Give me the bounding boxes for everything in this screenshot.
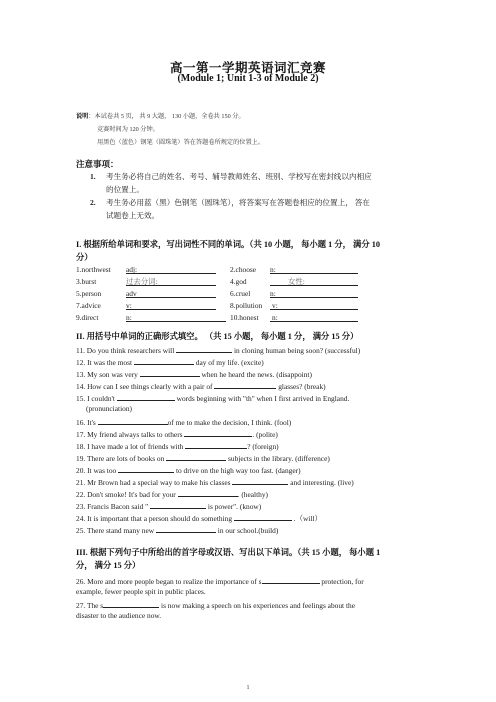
page-subtitle: (Module 1; Unit 1-3 of Module 2) — [177, 73, 319, 84]
page-number: 1 — [246, 685, 250, 691]
answer-blank[interactable] — [126, 300, 216, 310]
question-item: 21. Mr Brown had a special way to make his classes and interesting. (live) — [76, 475, 426, 489]
question-item: 20. It was too to drive on the high way too fast. (danger) — [76, 463, 426, 477]
question-item-continued: example, fewer people spit in public places. — [76, 587, 206, 596]
question-item: 13. My son was very when he heard the news. (disappoint) — [76, 367, 426, 381]
question-item: 25. There stand many new in our school.(build) — [76, 523, 426, 537]
answer-blank[interactable] — [176, 343, 232, 353]
question-item: 22. Don't smoke! It's bad for your . (healthy) — [76, 487, 426, 501]
answer-blank[interactable] — [184, 427, 252, 437]
question-item: 14. How can I see things clearly with a pair of glasses? (break) — [76, 379, 426, 393]
section-2-heading: II. 用括号中单词的正确形式填空。 （共 15 小题， 每小题 1 分， 满分 15 分） — [76, 332, 359, 341]
answer-blank[interactable] — [262, 574, 320, 584]
intro-label: 说明 — [76, 113, 89, 120]
answer-blank[interactable] — [270, 312, 358, 322]
answer-blank[interactable] — [166, 451, 226, 461]
answer-blank[interactable] — [234, 511, 292, 521]
page-title: 高一第一学期英语词汇竞赛 — [169, 61, 326, 75]
answer-blank[interactable] — [118, 463, 174, 473]
answer-blank[interactable] — [140, 367, 200, 377]
question-item: 15. I couldn't words beginning with "th" when I first arrived in England. — [76, 391, 426, 405]
answer-blank[interactable] — [232, 475, 288, 485]
answer-blank[interactable] — [156, 523, 216, 533]
question-item: 19. There are lots of books on subjects in the library. (difference) — [76, 451, 426, 465]
question-item-continued: disaster to the audience now. — [76, 611, 162, 620]
answer-blank[interactable] — [214, 379, 276, 389]
question-item: 11. Do you think researchers will in cloning human being soon? (successful) — [76, 343, 426, 357]
intro-line-1: 说明：本试卷共 5 页， 共 9 大题， 130 小题，全卷共 150 分。 — [76, 113, 245, 120]
answer-blank[interactable] — [150, 499, 206, 509]
section-1-heading: I. 根据所给单词和要求，写出词性不同的单词。（共 10 小题， 每小题 1 分， 满分 10 分） — [76, 240, 380, 262]
question-item: 23. Francis Bacon said " is power". (know) — [76, 499, 426, 513]
answer-blank[interactable] — [185, 439, 247, 449]
intro-line-2: 竞赛时间为 120 分钟。 — [97, 126, 159, 133]
answer-blank[interactable] — [270, 300, 358, 310]
answer-blank[interactable] — [270, 288, 358, 298]
question-item: 27. The s is now making a speech on his experiences and feelings about the — [76, 598, 426, 612]
answer-blank[interactable] — [134, 355, 194, 365]
answer-blank[interactable] — [98, 415, 168, 425]
answer-blank[interactable] — [270, 276, 358, 286]
answer-blank[interactable] — [126, 288, 216, 298]
question-item: 24. It is important that a person should do something .（will） — [76, 511, 426, 525]
answer-blank[interactable] — [126, 264, 216, 274]
question-item: 16. It's of me to make the decision, I think. (fool) — [76, 415, 426, 429]
question-item: 12. It was the most day of my life. (excite) — [76, 355, 426, 369]
intro-line-3: 用黑色（蓝色）钢笔（圆珠笔）答在答题卷所规定的位置上。 — [97, 139, 265, 146]
answer-blank[interactable] — [178, 487, 238, 497]
question-item-continued: (pronunciation) — [86, 404, 132, 413]
notice-heading: 注意事项： — [76, 159, 119, 169]
answer-blank[interactable] — [126, 276, 216, 286]
notice-item: 2. 考生务必用蓝（黑）色钢笔（圆珠笔），将答案写在答题卷相应的位置上， 答在 试题卷上无效。 — [90, 198, 370, 220]
answer-blank[interactable] — [117, 391, 175, 401]
question-item: 17. My friend always talks to others . (polite) — [76, 427, 426, 441]
answer-blank[interactable] — [126, 312, 226, 322]
question-item: 18. I have made a lot of friends with ? (foreign) — [76, 439, 426, 453]
exam-page: 高一第一学期英语词汇竞赛 (Module 1; Unit 1-3 of Module 2) 说明：本试卷共 5 页， 共 9 大题， 130 小题，全卷共 150 分。 竞赛时间为 120 分钟。 用黑色（蓝色）钢笔（圆珠笔）答在答题卷所规定的位置上。 注意事项： 1. 考生务必将自己的姓名、考号、辅导教师姓名、班别、学校写在密封线以内相应 的位置上。 2. 考生务必用蓝（黑）色钢笔（圆珠笔），将答案写在答题卷相应的位置上， 答在 试题卷上无效。 I. 根据所给单词和要求，写出词性不同的单词。（共 10 小题， 每小题 1 分， 满分 10 分） 1.northwest adj: 2.choose n: 3.burst 过去分词: 4.god 女性: 5.person adv 6.cruel n: 7.advice v: 8.pollution v: 9.direct n: 10.honest n: II. 用括号中单词的正确形式填空。 （共 15 小题， 每小题 1 分， 满分 15 分） 11. Do you think researchers will in cloning human being soon? (successful) 12. It was the most day of my life. (excite) 13. My son was very when he heard the news. (disappoint) 14. How can I see things clearly with a pair of glasses? (break) 15. I couldn't words beginning with "th" when I first arrived in England. (pronunciation) 16. It's of me to make the decision, I think. (fool) 17. My friend always talks to others . (polite) 18. I have made a lot of friends with ? (foreign) 19. There are lots of books on subjects in the library. (difference) 20. It was too to drive on the high way too fast. (danger) 21. Mr Brown had a special way to make his classes and interesting. (live) 22. Don't smoke! It's bad for your . (healthy) 23. Francis Bacon said " is power". (know) 24. It is important that a person should do something .（will） 25. There stand many new in our school.(build) III. 根据下列句子中所给出的首字母或汉语、写出以下单词。（共 15 小题， 每小题 1 分， 满分 15 分） 26. More and more people began to realize the importance of s protection, for example, fewer people spit in public places. 27. The s is now making a speech on his experiences and feelings about the disaster to the audience now. 1 — [0, 0, 496, 702]
question-item: 26. More and more people began to realize the importance of s protection, for — [76, 574, 426, 588]
section-3-heading: III. 根据下列句子中所给出的首字母或汉语、写出以下单词。（共 15 小题， 每小题 1 分， 满分 15 分） — [76, 548, 381, 570]
notice-item: 1. 考生务必将自己的姓名、考号、辅导教师姓名、班别、学校写在密封线以内相应 的位置上。 — [90, 172, 372, 194]
answer-blank[interactable] — [103, 598, 159, 608]
answer-blank[interactable] — [270, 264, 358, 274]
